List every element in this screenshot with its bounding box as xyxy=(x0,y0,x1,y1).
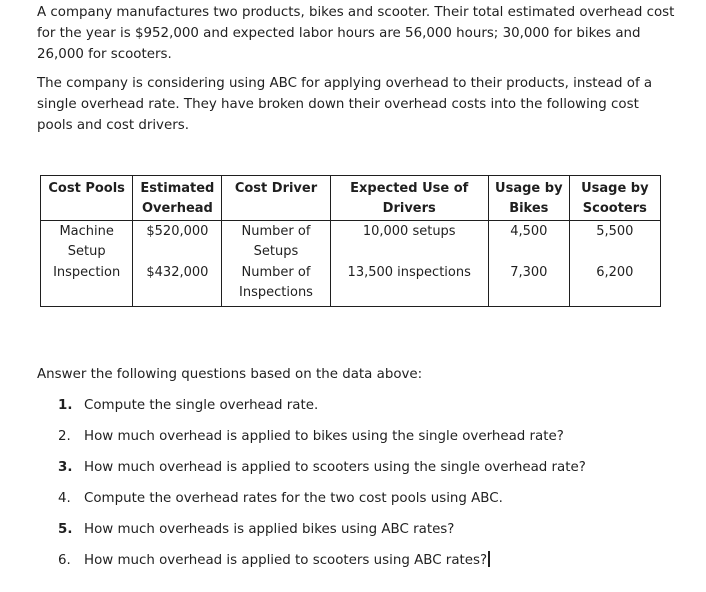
table-header-row xyxy=(41,176,661,221)
question-number: 3. xyxy=(58,460,73,475)
header-expected-use: Expected Use of Drivers xyxy=(330,176,488,221)
question-text: How much overhead is applied to scooters using the single overhead rate? xyxy=(84,460,586,475)
cell-expected-use: 10,000 setups xyxy=(330,221,488,263)
header-estimated-overhead: Estimated Overhead xyxy=(133,176,222,221)
cost-pool-table xyxy=(40,175,661,307)
cell-cost-driver: Number of Inspections xyxy=(222,262,330,307)
header-usage-bikes: Usage by Bikes xyxy=(488,176,569,221)
cell-usage-scooters: 5,500 xyxy=(569,221,660,263)
text-cursor[interactable] xyxy=(488,551,490,567)
cell-cost-driver: Number of Setups xyxy=(222,221,330,263)
header-cost-driver: Cost Driver xyxy=(222,176,330,221)
cell-cost-pool: Machine Setup xyxy=(41,221,133,263)
abc-paragraph: The company is considering using ABC for applying overhead to their products, instead of a single overhead rate. They have broken down their overhead costs into the following cost pools and cost drivers. xyxy=(37,76,653,133)
cell-usage-scooters: 6,200 xyxy=(569,262,660,307)
questions-intro: Answer the following questions based on the data above: xyxy=(37,367,423,382)
question-text: Compute the single overhead rate. xyxy=(84,398,319,413)
table-row xyxy=(41,221,661,263)
cell-usage-bikes: 7,300 xyxy=(488,262,569,307)
question-number: 1. xyxy=(58,398,73,413)
question-number: 2. xyxy=(58,429,71,444)
intro-paragraph: A company manufactures two products, bikes and scooter. Their total estimated overhead cost for the year is $952,000 and expected labor hours are 56,000 hours; 30,000 for bikes and 26,000 for scooters. xyxy=(37,5,675,62)
header-cost-pools: Cost Pools xyxy=(41,176,133,221)
question-number: 5. xyxy=(58,522,73,537)
question-item xyxy=(58,427,586,458)
question-item xyxy=(58,520,586,551)
cell-expected-use: 13,500 inspections xyxy=(330,262,488,307)
header-usage-scooters: Usage by Scooters xyxy=(569,176,660,221)
question-item xyxy=(58,458,586,489)
question-item xyxy=(58,551,586,582)
question-list xyxy=(58,396,586,582)
table-row xyxy=(41,262,661,307)
question-text: How much overhead is applied to scooters using ABC rates? xyxy=(84,553,488,568)
question-number: 4. xyxy=(58,491,71,506)
question-text: How much overheads is applied bikes using ABC rates? xyxy=(84,522,455,537)
cell-estimated-overhead: $520,000 xyxy=(133,221,222,263)
question-text: Compute the overhead rates for the two cost pools using ABC. xyxy=(84,491,503,506)
question-number: 6. xyxy=(58,553,71,568)
cell-estimated-overhead: $432,000 xyxy=(133,262,222,307)
cell-cost-pool: Inspection xyxy=(41,262,133,307)
question-text: How much overhead is applied to bikes using the single overhead rate? xyxy=(84,429,564,444)
question-item xyxy=(58,396,586,427)
question-item xyxy=(58,489,586,520)
cell-usage-bikes: 4,500 xyxy=(488,221,569,263)
